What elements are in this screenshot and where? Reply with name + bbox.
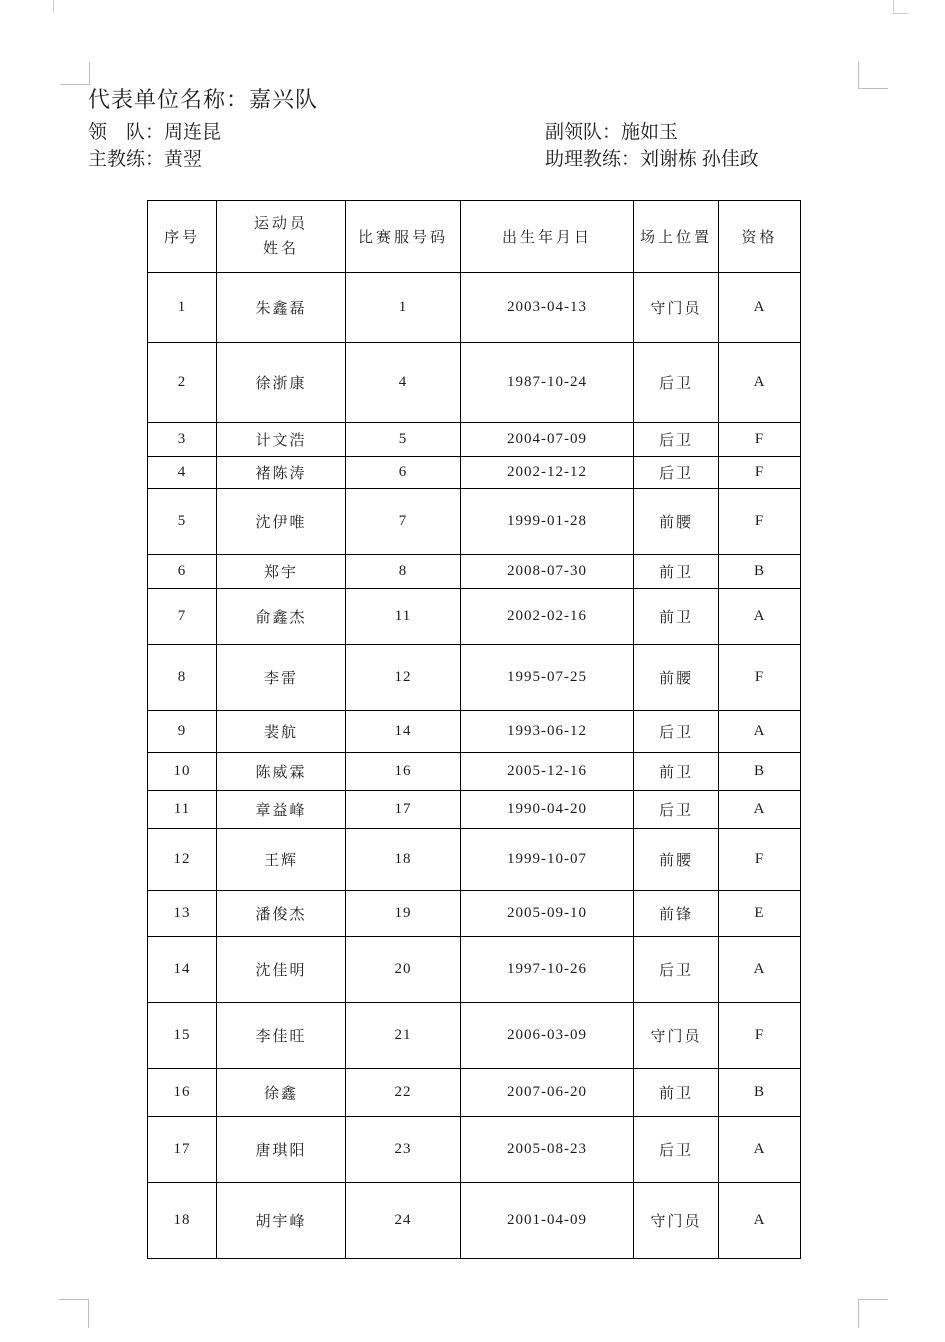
col-header-position: 场上位置 (634, 201, 719, 273)
cell-jersey-number: 14 (346, 711, 461, 753)
table-row (148, 343, 801, 423)
cell-position: 前腰 (634, 829, 719, 891)
cell-qualification: F (719, 457, 801, 489)
cell-position: 前卫 (634, 753, 719, 791)
table-row (148, 457, 801, 489)
head-coach-label: 主教练： (88, 149, 165, 170)
cell-jersey-number: 23 (346, 1117, 461, 1183)
cell-no: 7 (148, 589, 217, 645)
cell-jersey-number: 12 (346, 645, 461, 711)
cell-name: 沈佳明 (217, 937, 346, 1003)
cell-qualification: A (719, 791, 801, 829)
cell-birth-date: 1999-01-28 (461, 489, 634, 555)
cell-position: 前腰 (634, 645, 719, 711)
cell-name: 章益峰 (217, 791, 346, 829)
cell-birth-date: 2006-03-09 (461, 1003, 634, 1069)
head-coach-name: 黄翌 (164, 149, 203, 170)
cell-position: 前锋 (634, 891, 719, 937)
col-header-no: 序号 (148, 201, 217, 273)
cell-birth-date: 2003-04-13 (461, 273, 634, 343)
roster-table-body (148, 273, 801, 1259)
crop-mark-top-edge-left (53, 0, 68, 13)
cell-birth-date: 1990-04-20 (461, 791, 634, 829)
cell-jersey-number: 7 (346, 489, 461, 555)
cell-position: 后卫 (634, 711, 719, 753)
table-row (148, 645, 801, 711)
cell-jersey-number: 1 (346, 273, 461, 343)
crop-mark-top-right (858, 62, 888, 89)
col-header-name-line1: 运动员 (253, 215, 308, 232)
assistant-coach-names: 刘谢栋 孙佳政 (640, 149, 759, 170)
deputy-leader-label: 副领队： (545, 122, 622, 143)
deputy-leader (545, 120, 678, 145)
cell-jersey-number: 6 (346, 457, 461, 489)
crop-mark-bottom-right (858, 1299, 888, 1328)
cell-name: 陈威霖 (217, 753, 346, 791)
cell-name: 唐琪阳 (217, 1117, 346, 1183)
cell-qualification: A (719, 343, 801, 423)
cell-no: 3 (148, 423, 217, 457)
cell-birth-date: 2007-06-20 (461, 1069, 634, 1117)
cell-birth-date: 2005-12-16 (461, 753, 634, 791)
cell-no: 8 (148, 645, 217, 711)
col-header-name (217, 201, 346, 273)
cell-qualification: F (719, 829, 801, 891)
deputy-leader-name: 施如玉 (621, 122, 679, 143)
cell-birth-date: 2004-07-09 (461, 423, 634, 457)
cell-no: 10 (148, 753, 217, 791)
cell-qualification: F (719, 423, 801, 457)
cell-qualification: E (719, 891, 801, 937)
leader-label: 领 队： (88, 122, 165, 143)
cell-no: 13 (148, 891, 217, 937)
crop-mark-bottom-left (59, 1299, 89, 1328)
cell-birth-date: 2008-07-30 (461, 555, 634, 589)
cell-position: 后卫 (634, 791, 719, 829)
cell-qualification: B (719, 1069, 801, 1117)
cell-birth-date: 2005-09-10 (461, 891, 634, 937)
cell-jersey-number: 5 (346, 423, 461, 457)
crop-mark-top-left (60, 62, 90, 85)
table-row (148, 489, 801, 555)
cell-name: 朱鑫磊 (217, 273, 346, 343)
table-row (148, 1069, 801, 1117)
cell-qualification: A (719, 1117, 801, 1183)
cell-position: 守门员 (634, 273, 719, 343)
roster-table-header (148, 201, 801, 273)
cell-qualification: A (719, 937, 801, 1003)
cell-position: 后卫 (634, 457, 719, 489)
cell-birth-date: 1995-07-25 (461, 645, 634, 711)
cell-jersey-number: 16 (346, 753, 461, 791)
head-coach (88, 147, 202, 172)
cell-jersey-number: 8 (346, 555, 461, 589)
table-row (148, 753, 801, 791)
cell-no: 17 (148, 1117, 217, 1183)
cell-birth-date: 2002-02-16 (461, 589, 634, 645)
cell-no: 11 (148, 791, 217, 829)
cell-birth-date: 1999-10-07 (461, 829, 634, 891)
header-row (148, 201, 801, 273)
cell-name: 褚陈涛 (217, 457, 346, 489)
cell-name: 计文浩 (217, 423, 346, 457)
table-row (148, 829, 801, 891)
cell-jersey-number: 18 (346, 829, 461, 891)
cell-no: 14 (148, 937, 217, 1003)
cell-birth-date: 1993-06-12 (461, 711, 634, 753)
title-label: 代表单位名称： (88, 87, 250, 112)
cell-position: 前卫 (634, 1069, 719, 1117)
col-header-name-line2: 姓名 (262, 240, 299, 257)
cell-birth-date: 2005-08-23 (461, 1117, 634, 1183)
cell-no: 4 (148, 457, 217, 489)
cell-position: 守门员 (634, 1183, 719, 1259)
cell-jersey-number: 11 (346, 589, 461, 645)
table-row (148, 891, 801, 937)
team-leader (88, 120, 221, 145)
cell-no: 16 (148, 1069, 217, 1117)
leader-name: 周连昆 (164, 122, 222, 143)
team-name: 嘉兴队 (249, 87, 319, 112)
cell-name: 裴航 (217, 711, 346, 753)
cell-qualification: F (719, 1003, 801, 1069)
cell-position: 前卫 (634, 555, 719, 589)
cell-name: 潘俊杰 (217, 891, 346, 937)
cell-qualification: A (719, 1183, 801, 1259)
table-row (148, 1117, 801, 1183)
cell-position: 后卫 (634, 1117, 719, 1183)
assistant-coaches (545, 147, 759, 172)
table-row (148, 589, 801, 645)
cell-position: 前腰 (634, 489, 719, 555)
cell-qualification: F (719, 645, 801, 711)
page-title (88, 86, 318, 114)
cell-no: 15 (148, 1003, 217, 1069)
table-row (148, 1003, 801, 1069)
cell-position: 前卫 (634, 589, 719, 645)
cell-birth-date: 2002-12-12 (461, 457, 634, 489)
col-header-jersey: 比赛服号码 (346, 201, 461, 273)
cell-jersey-number: 17 (346, 791, 461, 829)
cell-qualification: A (719, 273, 801, 343)
cell-qualification: F (719, 489, 801, 555)
table-row (148, 1183, 801, 1259)
cell-name: 王辉 (217, 829, 346, 891)
cell-name: 李佳旺 (217, 1003, 346, 1069)
cell-qualification: A (719, 589, 801, 645)
cell-no: 1 (148, 273, 217, 343)
cell-no: 9 (148, 711, 217, 753)
cell-name: 李雷 (217, 645, 346, 711)
cell-position: 守门员 (634, 1003, 719, 1069)
cell-no: 18 (148, 1183, 217, 1259)
cell-position: 后卫 (634, 423, 719, 457)
cell-name: 沈伊唯 (217, 489, 346, 555)
cell-no: 12 (148, 829, 217, 891)
cell-jersey-number: 19 (346, 891, 461, 937)
cell-name: 徐鑫 (217, 1069, 346, 1117)
assistant-coach-label: 助理教练： (545, 149, 641, 170)
cell-jersey-number: 21 (346, 1003, 461, 1069)
table-row (148, 423, 801, 457)
cell-position: 后卫 (634, 937, 719, 1003)
cell-position: 后卫 (634, 343, 719, 423)
cell-no: 2 (148, 343, 217, 423)
cell-birth-date: 2001-04-09 (461, 1183, 634, 1259)
cell-no: 5 (148, 489, 217, 555)
cell-qualification: B (719, 555, 801, 589)
cell-no: 6 (148, 555, 217, 589)
cell-qualification: A (719, 711, 801, 753)
table-row (148, 937, 801, 1003)
col-header-qualification: 资格 (719, 201, 801, 273)
cell-name: 徐浙康 (217, 343, 346, 423)
cell-name: 俞鑫杰 (217, 589, 346, 645)
cell-qualification: B (719, 753, 801, 791)
table-row (148, 555, 801, 589)
col-header-dob: 出生年月日 (461, 201, 634, 273)
cell-birth-date: 1997-10-26 (461, 937, 634, 1003)
cell-jersey-number: 4 (346, 343, 461, 423)
cell-jersey-number: 22 (346, 1069, 461, 1117)
crop-mark-top-edge-right (893, 0, 908, 14)
cell-name: 郑宇 (217, 555, 346, 589)
cell-jersey-number: 24 (346, 1183, 461, 1259)
cell-jersey-number: 20 (346, 937, 461, 1003)
cell-name: 胡宇峰 (217, 1183, 346, 1259)
table-row (148, 711, 801, 753)
table-row (148, 273, 801, 343)
cell-birth-date: 1987-10-24 (461, 343, 634, 423)
roster-table (147, 200, 801, 1259)
table-row (148, 791, 801, 829)
